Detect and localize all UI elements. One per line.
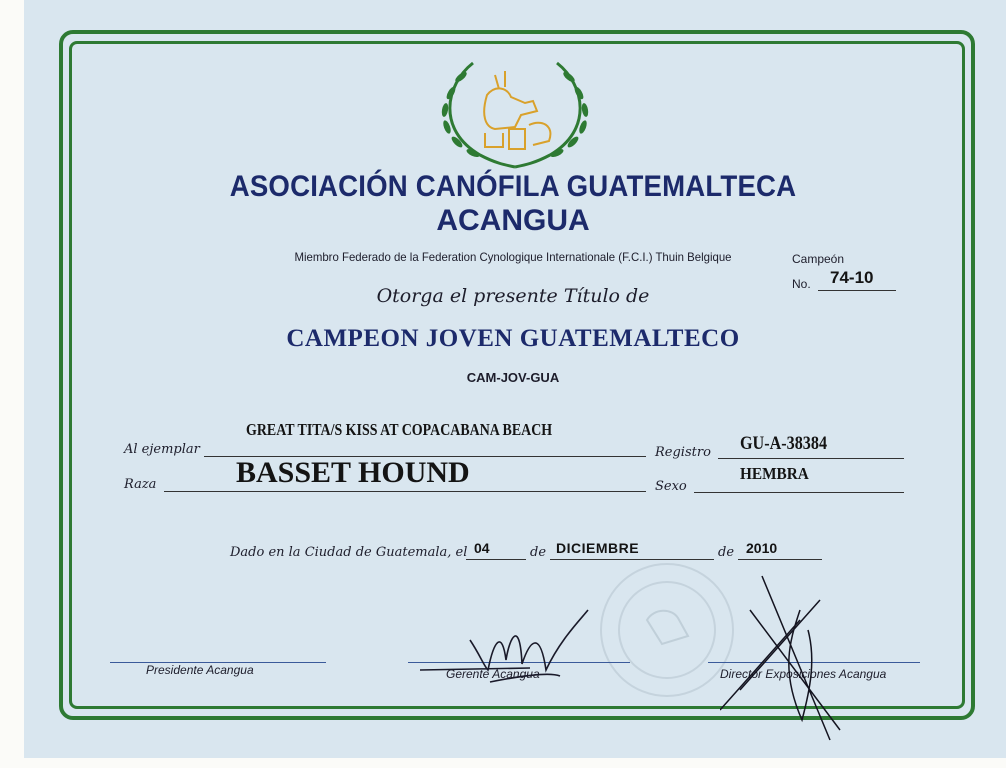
- champion-number-value: 74-10: [830, 268, 874, 287]
- manager-signature-label: Gerente Acangua: [446, 667, 540, 681]
- date-de-2: de: [718, 545, 735, 560]
- date-year: 2010: [746, 540, 778, 556]
- breed-value: BASSET HOUND: [236, 456, 470, 489]
- day-line: [466, 559, 526, 560]
- registry-label: Registro: [655, 445, 711, 460]
- sex-label: Sexo: [655, 479, 687, 494]
- champion-number-label: Campeón: [792, 252, 845, 266]
- registry-value: GU-A-38384: [740, 433, 828, 454]
- fci-membership-line: Miembro Federado de la Federation Cynologique Internationale (F.C.I.) Thuin Belgique: [294, 250, 732, 264]
- director-handwritten-signature: [720, 570, 880, 745]
- year-line: [738, 559, 822, 560]
- sex-value: HEMBRA: [740, 464, 809, 483]
- specimen-label: Al ejemplar: [124, 442, 200, 457]
- acangua-logo-emblem: [425, 55, 605, 170]
- title-code: CAM-JOV-GUA: [466, 370, 560, 385]
- director-signature-label: Director Exposiciones Acangua: [720, 667, 887, 681]
- date-intro: Dado en la Ciudad de Guatemala, el: [230, 545, 468, 560]
- specimen-value: GREAT TITA/S KISS AT COPACABANA BEACH: [246, 420, 553, 439]
- president-signature-label: Presidente Acangua: [146, 663, 254, 677]
- champion-number-line: [818, 290, 896, 291]
- breed-line: [164, 491, 646, 492]
- title-name: CAMPEON JOVEN GUATEMALTECO: [286, 325, 740, 352]
- breed-label: Raza: [124, 477, 157, 492]
- organization-name: ASOCIACIÓN CANÓFILA GUATEMALTECA: [229, 170, 797, 203]
- date-month: DICIEMBRE: [556, 540, 640, 556]
- date-de-1: de: [530, 545, 547, 560]
- date-day: 04: [474, 540, 490, 556]
- manager-handwritten-signature: [410, 600, 610, 695]
- grant-intro: Otorga el presente Título de: [376, 285, 650, 307]
- registry-line: [718, 458, 904, 459]
- organization-acronym: ACANGUA: [436, 204, 590, 237]
- sex-line: [694, 492, 904, 493]
- champion-number-no-label: No.: [792, 277, 811, 291]
